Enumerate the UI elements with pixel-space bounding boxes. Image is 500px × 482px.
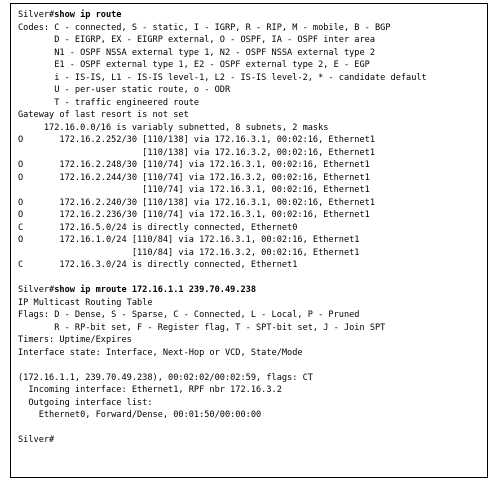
output-line: Outgoing interface list:	[18, 397, 153, 408]
output-line: O 172.16.2.244/30 [110/74] via 172.16.3.2, 00:02:16, Ethernet1	[18, 172, 370, 183]
output-line: 172.16.0.0/16 is variably subnetted, 8 subnets, 2 masks	[18, 122, 329, 133]
command-line	[18, 284, 487, 297]
output-line: [110/138] via 172.16.3.2, 00:02:16, Ethernet1	[18, 147, 375, 158]
output-line	[18, 272, 487, 285]
cli-prompt: Silver#	[18, 285, 55, 295]
cli-command: show ip route	[54, 10, 122, 20]
output-line: C 172.16.3.0/24 is directly connected, Ethernet1	[18, 260, 298, 270]
output-line: O 172.16.2.240/30 [110/138] via 172.16.3.1, 00:02:16, Ethernet1	[18, 197, 375, 208]
output-line: Gateway of last resort is not set	[18, 110, 189, 120]
command-line	[18, 9, 487, 22]
cli-command: show ip mroute 172.16.1.1 239.70.49.238	[54, 285, 256, 295]
output-line	[18, 359, 487, 372]
output-line: Ethernet0, Forward/Dense, 00:01:50/00:00:00	[18, 410, 262, 420]
output-line: [110/84] via 172.16.3.2, 00:02:16, Ethernet1	[18, 247, 360, 258]
output-line: [110/74] via 172.16.3.1, 00:02:16, Ethernet1	[18, 185, 370, 195]
output-line: O 172.16.2.252/30 [110/138] via 172.16.3.1, 00:02:16, Ethernet1	[18, 135, 375, 145]
output-line: Codes: C - connected, S - static, I - IGRP, R - RIP, M - mobile, B - BGP	[18, 22, 391, 33]
output-line	[18, 422, 487, 435]
output-line: R - RP-bit set, F - Register flag, T - SPT-bit set, J - Join SPT	[18, 322, 386, 333]
output-line: U - per-user static route, o - ODR	[18, 85, 231, 95]
output-line: Interface state: Interface, Next-Hop or VCD, State/Mode	[18, 347, 303, 358]
output-line: Timers: Uptime/Expires	[18, 335, 132, 345]
output-line: C 172.16.5.0/24 is directly connected, Ethernet0	[18, 222, 298, 233]
command-line	[18, 434, 487, 447]
output-line: T - traffic engineered route	[18, 97, 200, 108]
output-line: N1 - OSPF NSSA external type 1, N2 - OSPF NSSA external type 2	[18, 47, 375, 58]
output-line: O 172.16.2.248/30 [110/74] via 172.16.3.1, 00:02:16, Ethernet1	[18, 160, 370, 170]
output-line: Flags: D - Dense, S - Sparse, C - Connected, L - Local, P - Pruned	[18, 310, 360, 320]
terminal-output[interactable]	[10, 3, 488, 478]
output-line: O 172.16.1.0/24 [110/84] via 172.16.3.1, 00:02:16, Ethernet1	[18, 235, 360, 245]
output-line: IP Multicast Routing Table	[18, 297, 153, 308]
output-line: O 172.16.2.236/30 [110/74] via 172.16.3.1, 00:02:16, Ethernet1	[18, 210, 370, 220]
output-line: Incoming interface: Ethernet1, RPF nbr 172.16.3.2	[18, 385, 282, 395]
output-line: (172.16.1.1, 239.70.49.238), 00:02:02/00:02:59, flags: CT	[18, 372, 313, 383]
cli-prompt: Silver#	[18, 10, 55, 20]
output-line: E1 - OSPF external type 1, E2 - OSPF external type 2, E - EGP	[18, 60, 370, 70]
cli-prompt: Silver#	[18, 435, 55, 445]
output-line: D - EIGRP, EX - EIGRP external, O - OSPF, IA - OSPF inter area	[18, 35, 375, 45]
output-line: i - IS-IS, L1 - IS-IS level-1, L2 - IS-IS level-2, * - candidate default	[18, 72, 427, 83]
